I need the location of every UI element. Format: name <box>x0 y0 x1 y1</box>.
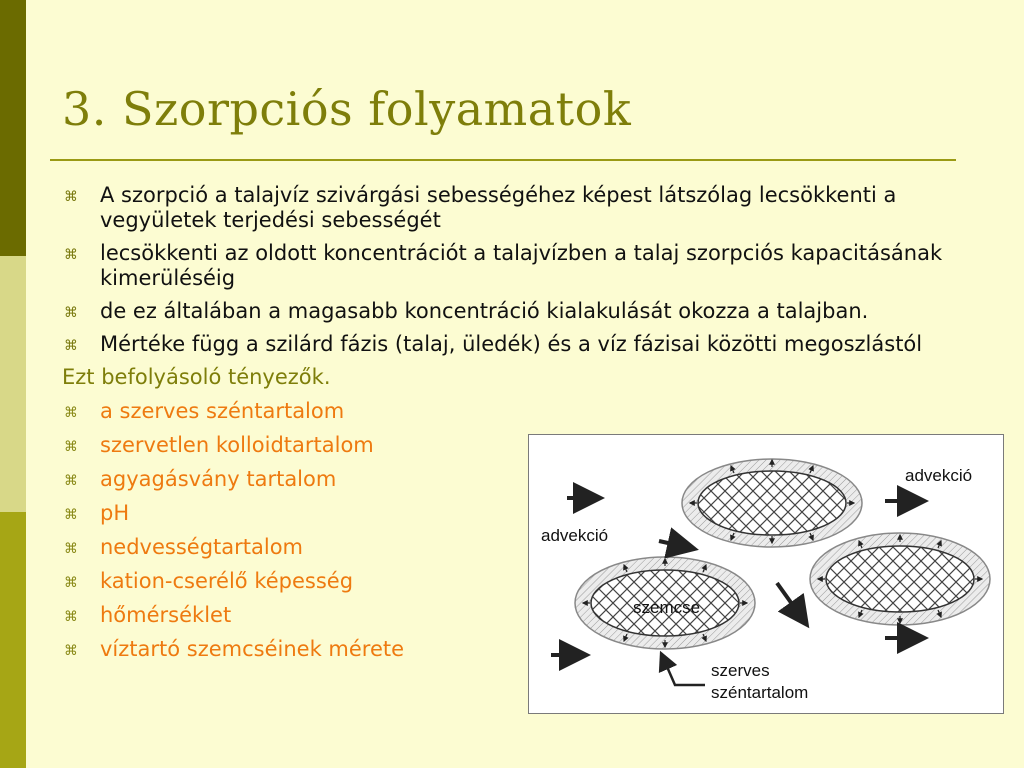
factor-text: kation-cserélő képesség <box>100 569 354 593</box>
particle-top <box>682 459 862 547</box>
bullet-text: A szorpció a talajvíz szivárgási sebességéhez képest látszólag lecsökkenti a vegyületek terjedési sebességét <box>100 183 897 232</box>
title-underline <box>50 159 956 161</box>
bullet-icon: ⌘ <box>64 405 78 421</box>
organic-pointer-arrow <box>661 653 705 685</box>
bullet-item <box>62 332 962 357</box>
particle-right <box>810 533 990 625</box>
bullet-icon: ⌘ <box>64 305 78 321</box>
bullet-icon: ⌘ <box>64 338 78 354</box>
factor-text: nedvességtartalom <box>100 535 304 559</box>
bullet-item <box>62 183 962 233</box>
bullet-text: Mértéke függ a szilárd fázis (talaj, üledék) és a víz fázisai közötti megoszlástól <box>100 332 923 356</box>
sorption-diagram <box>528 434 1004 714</box>
factor-text: pH <box>100 501 130 525</box>
label-advection-left: advekció <box>541 526 609 545</box>
left-accent-bar-middle <box>0 256 26 512</box>
label-particle: szemcse <box>633 598 701 617</box>
bullet-icon: ⌘ <box>64 643 78 659</box>
bullet-icon: ⌘ <box>64 575 78 591</box>
left-accent-bar-bottom <box>0 512 26 768</box>
bullet-icon: ⌘ <box>64 189 78 205</box>
label-organic-line2: széntartalom <box>711 683 809 702</box>
slide-title: 3. Szorpciós folyamatok <box>62 82 632 136</box>
label-advection-top: advekció <box>905 466 973 485</box>
factor-item <box>62 399 962 424</box>
factors-intro: Ezt befolyásoló tényezők. <box>62 365 331 389</box>
factor-text: a szerves széntartalom <box>100 399 345 423</box>
left-accent-bar-top <box>0 0 26 256</box>
bullet-icon: ⌘ <box>64 541 78 557</box>
bullet-item <box>62 241 962 291</box>
bullet-item <box>62 299 962 324</box>
sorption-diagram-svg <box>529 435 1003 713</box>
factor-text: hőmérséklet <box>100 603 232 627</box>
bullet-text: de ez általában a magasabb koncentráció kialakulását okozza a talajban. <box>100 299 869 323</box>
factor-text: agyagásvány tartalom <box>100 467 337 491</box>
bullet-icon: ⌘ <box>64 507 78 523</box>
bullet-icon: ⌘ <box>64 473 78 489</box>
bullet-icon: ⌘ <box>64 439 78 455</box>
factor-text: szervetlen kolloidtartalom <box>100 433 374 457</box>
label-organic-line1: szerves <box>711 661 770 680</box>
bullet-icon: ⌘ <box>64 247 78 263</box>
bullet-text: lecsökkenti az oldott koncentrációt a talajvízben a talaj szorpciós kapacitásának kimerüléséig <box>100 241 943 290</box>
bullet-icon: ⌘ <box>64 609 78 625</box>
factor-text: víztartó szemcséinek mérete <box>100 637 405 661</box>
